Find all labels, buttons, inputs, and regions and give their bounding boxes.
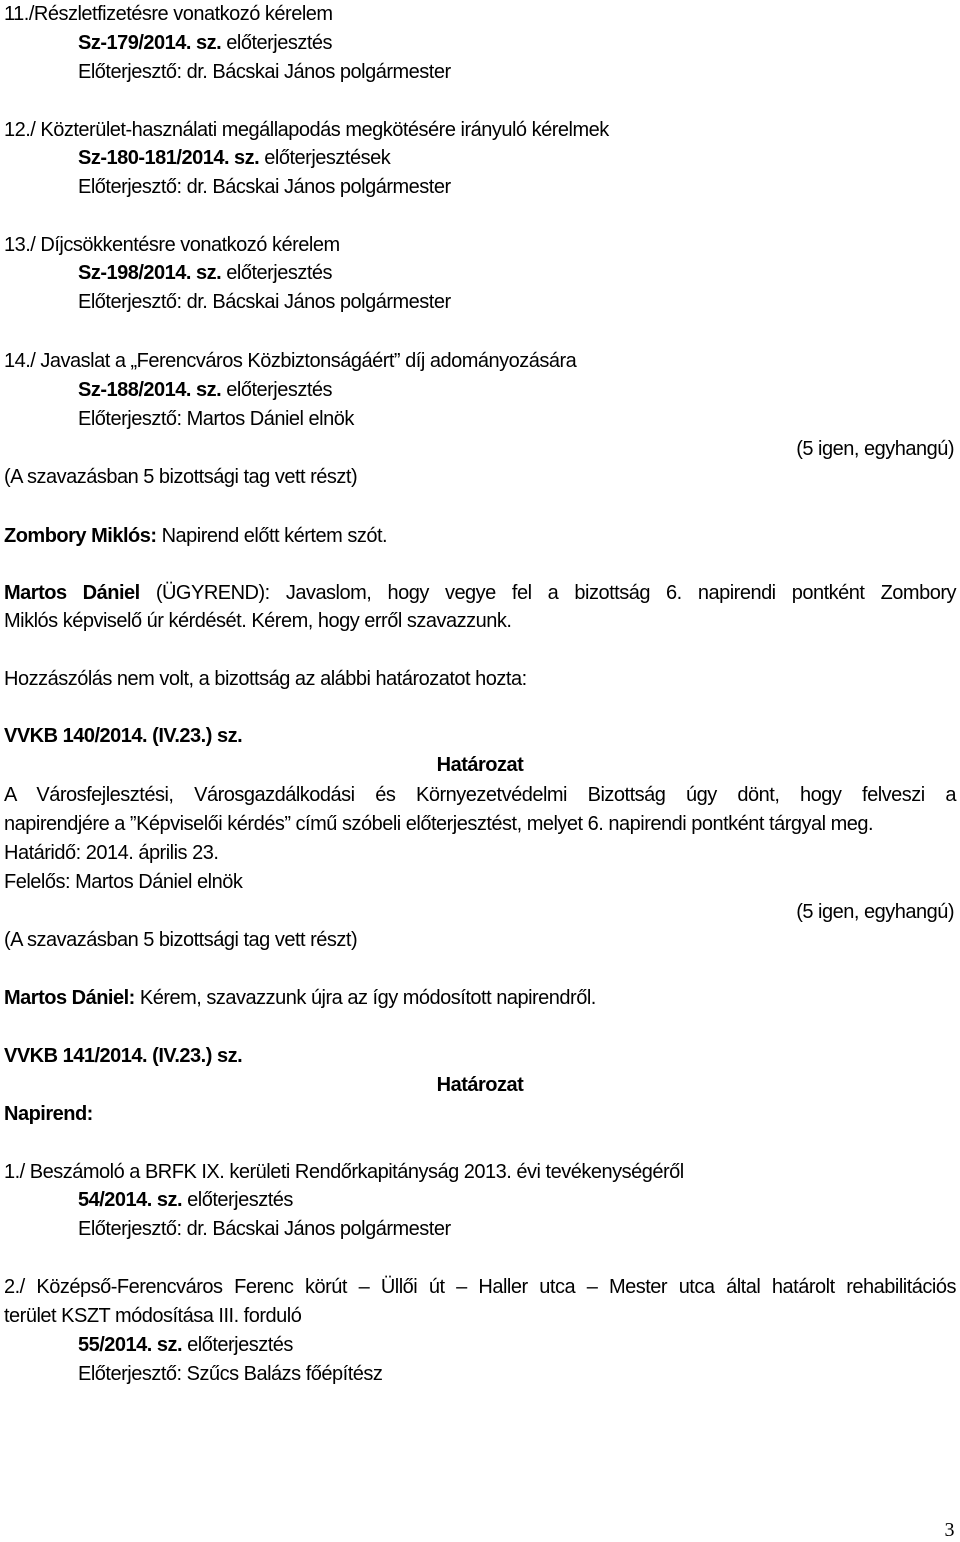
agenda-item-11-title: 11./Részletfizetésre vonatkozó kérelem [4, 3, 333, 25]
agenda-item-1-title: 1./ Beszámoló a BRFK IX. kerületi Rendőrkapitányság 2013. évi tevékenységéről [4, 1161, 684, 1183]
ref-number: Sz-198/2014. sz. [78, 262, 222, 284]
vote-participants: (A szavazásban 5 bizottsági tag vett részt) [4, 466, 358, 488]
speech-text: Napirend előtt kértem szót. [156, 525, 388, 547]
agenda-item-2-presenter: Előterjesztő: Szűcs Balázs főépítész [78, 1363, 383, 1385]
resolution-number: VVKB 141/2014. (IV.23.) sz. [4, 1045, 243, 1067]
agenda-item-13-title: 13./ Díjcsökkentésre vonatkozó kérelem [4, 234, 340, 256]
agenda-item-2-title-line1: 2./ Középső-Ferencváros Ferenc körút – Üllői út – Haller utca – Mester utca által határolt rehabilitációs [4, 1276, 956, 1298]
agenda-item-11-presenter: Előterjesztő: dr. Bácskai János polgármester [78, 61, 451, 83]
speaker-name: Zombory Miklós: [4, 525, 157, 547]
speech-text: Kérem, szavazzunk újra az így módosított napirendről. [134, 987, 596, 1009]
speaker-name: Martos Dániel: [4, 987, 135, 1009]
resolution-text-line1: A Városfejlesztési, Városgazdálkodási és Környezetvédelmi Bizottság úgy dönt, hogy felveszi a [4, 784, 956, 806]
resolution-deadline: Határidő: 2014. április 23. [4, 842, 219, 864]
speaker-name: Martos Dániel [4, 582, 140, 604]
speech-text: (ÜGYREND): Javaslom, hogy vegye fel a bizottság 6. napirendi pontként Zombory [139, 582, 956, 604]
resolution-number: VVKB 140/2014. (IV.23.) sz. [4, 725, 243, 747]
agenda-item-12-ref [78, 144, 390, 172]
speech-martos-line1 [4, 579, 956, 607]
ref-number: Sz-180-181/2014. sz. [78, 147, 260, 169]
agenda-item-14-ref [78, 376, 332, 404]
speech-martos-2 [4, 984, 596, 1012]
ref-number: 55/2014. sz. [78, 1334, 183, 1356]
page-number: 3 [944, 1519, 954, 1541]
no-comment-note: Hozzászólás nem volt, a bizottság az alábbi határozatot hozta: [4, 668, 527, 690]
agenda-item-12-presenter: Előterjesztő: dr. Bácskai János polgármester [78, 176, 451, 198]
agenda-item-2-ref [78, 1331, 293, 1359]
resolution-heading: Határozat [436, 1074, 524, 1096]
vote-participants: (A szavazásban 5 bizottsági tag vett részt) [4, 929, 358, 951]
ref-type: előterjesztés [182, 1334, 293, 1356]
agenda-item-12-title: 12./ Közterület-használati megállapodás megkötésére irányuló kérelmek [4, 119, 609, 141]
vote-result: (5 igen, egyhangú) [796, 901, 954, 923]
resolution-responsible: Felelős: Martos Dániel elnök [4, 871, 243, 893]
agenda-item-14-title: 14./ Javaslat a „Ferencváros Közbiztonságáért” díj adományozására [4, 350, 577, 372]
agenda-item-11-ref [78, 29, 332, 57]
agenda-item-13-ref [78, 259, 332, 287]
speech-martos-line2: Miklós képviselő úr kérdését. Kérem, hogy erről szavazzunk. [4, 610, 512, 632]
ref-number: Sz-179/2014. sz. [78, 32, 222, 54]
resolution-text-line2: napirendjére a ”Képviselői kérdés” című szóbeli előterjesztést, melyet 6. napirendi pontként tárgyal meg. [4, 813, 874, 835]
ref-type: előterjesztés [221, 32, 333, 54]
ref-type: előterjesztés [221, 379, 333, 401]
speech-zombory [4, 522, 387, 550]
ref-type: előterjesztés [221, 262, 333, 284]
agenda-label: Napirend: [4, 1103, 93, 1125]
vote-result: (5 igen, egyhangú) [796, 438, 954, 460]
agenda-item-13-presenter: Előterjesztő: dr. Bácskai János polgármester [78, 291, 451, 313]
agenda-item-1-presenter: Előterjesztő: dr. Bácskai János polgármester [78, 1218, 451, 1240]
agenda-item-2-title-line2: terület KSZT módosítása III. forduló [4, 1305, 302, 1327]
ref-type: előterjesztések [259, 147, 391, 169]
agenda-item-1-ref [78, 1186, 293, 1214]
ref-type: előterjesztés [182, 1189, 293, 1211]
ref-number: Sz-188/2014. sz. [78, 379, 222, 401]
ref-number: 54/2014. sz. [78, 1189, 183, 1211]
agenda-item-14-presenter: Előterjesztő: Martos Dániel elnök [78, 408, 354, 430]
resolution-heading: Határozat [436, 754, 524, 776]
